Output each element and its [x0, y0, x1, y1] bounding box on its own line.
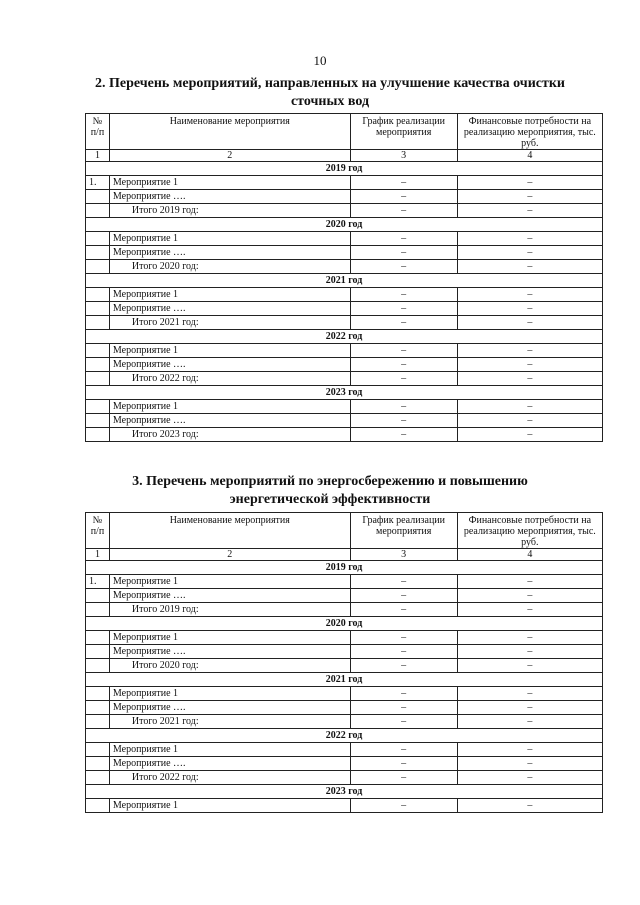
total-row	[86, 659, 603, 673]
row-number	[86, 757, 110, 771]
row-number	[86, 190, 110, 204]
table-row	[86, 232, 603, 246]
column-number: 2	[109, 549, 350, 561]
row-number	[86, 372, 110, 386]
financing-value: –	[457, 428, 602, 442]
section-3-title-line1: 3. Перечень мероприятий по энергосбережению и повышению	[132, 474, 528, 489]
schedule-value: –	[350, 659, 457, 673]
schedule-value: –	[350, 302, 457, 316]
total-label: Итого 2020 год:	[109, 260, 350, 274]
row-number	[86, 701, 110, 715]
table-row	[86, 757, 603, 771]
measure-name: Мероприятие 1	[109, 344, 350, 358]
total-label: Итого 2021 год:	[109, 715, 350, 729]
schedule-value: –	[350, 603, 457, 617]
table-row	[86, 246, 603, 260]
table-row	[86, 799, 603, 813]
row-number	[86, 288, 110, 302]
financing-value: –	[457, 176, 602, 190]
table-row	[86, 288, 603, 302]
measure-name: Мероприятие 1	[109, 288, 350, 302]
total-row	[86, 428, 603, 442]
total-label: Итого 2019 год:	[109, 603, 350, 617]
row-number	[86, 428, 110, 442]
schedule-value: –	[350, 428, 457, 442]
total-label: Итого 2020 год:	[109, 659, 350, 673]
measure-name: Мероприятие ….	[109, 358, 350, 372]
measure-name: Мероприятие 1	[109, 232, 350, 246]
schedule-value: –	[350, 645, 457, 659]
header-financing: Финансовые потребности на реализацию мероприятия, тыс. руб.	[457, 513, 602, 549]
row-number: 1.	[86, 575, 110, 589]
header-name: Наименование мероприятия	[109, 114, 350, 150]
section-2-table	[85, 113, 603, 442]
table-row	[86, 190, 603, 204]
year-label: 2022 год	[86, 330, 603, 344]
year-label: 2023 год	[86, 785, 603, 799]
total-row	[86, 715, 603, 729]
section-3-heading	[60, 473, 600, 509]
financing-value: –	[457, 701, 602, 715]
measure-name: Мероприятие ….	[109, 414, 350, 428]
year-row	[86, 330, 603, 344]
schedule-value: –	[350, 232, 457, 246]
total-row	[86, 372, 603, 386]
table-row	[86, 645, 603, 659]
section-2-title-line1: 2. Перечень мероприятий, направленных на улучшение качества очистки	[94, 76, 565, 91]
year-row	[86, 386, 603, 400]
measure-name: Мероприятие ….	[109, 246, 350, 260]
schedule-value: –	[350, 260, 457, 274]
year-label: 2021 год	[86, 274, 603, 288]
year-row	[86, 218, 603, 232]
row-number	[86, 414, 110, 428]
row-number	[86, 344, 110, 358]
row-number: 1.	[86, 176, 110, 190]
table-header-row	[86, 114, 603, 150]
financing-value: –	[457, 316, 602, 330]
header-schedule: График реализации мероприятия	[350, 513, 457, 549]
section-2-heading	[60, 75, 600, 111]
table-row	[86, 701, 603, 715]
total-label: Итого 2019 год:	[109, 204, 350, 218]
financing-value: –	[457, 232, 602, 246]
row-number	[86, 400, 110, 414]
financing-value: –	[457, 575, 602, 589]
column-number-row	[86, 150, 603, 162]
year-label: 2023 год	[86, 386, 603, 400]
financing-value: –	[457, 631, 602, 645]
year-label: 2019 год	[86, 561, 603, 575]
schedule-value: –	[350, 799, 457, 813]
measure-name: Мероприятие ….	[109, 302, 350, 316]
table-row	[86, 631, 603, 645]
total-row	[86, 204, 603, 218]
table-row	[86, 743, 603, 757]
total-label: Итого 2022 год:	[109, 771, 350, 785]
column-number: 1	[86, 150, 110, 162]
financing-value: –	[457, 687, 602, 701]
total-label: Итого 2023 год:	[109, 428, 350, 442]
row-number	[86, 260, 110, 274]
row-number	[86, 743, 110, 757]
financing-value: –	[457, 260, 602, 274]
table-row	[86, 344, 603, 358]
row-number	[86, 246, 110, 260]
year-label: 2019 год	[86, 162, 603, 176]
header-financing: Финансовые потребности на реализацию мероприятия, тыс. руб.	[457, 114, 602, 150]
year-row	[86, 785, 603, 799]
year-row	[86, 274, 603, 288]
schedule-value: –	[350, 190, 457, 204]
financing-value: –	[457, 372, 602, 386]
row-number	[86, 799, 110, 813]
header-number: № п/п	[86, 114, 110, 150]
schedule-value: –	[350, 316, 457, 330]
financing-value: –	[457, 190, 602, 204]
schedule-value: –	[350, 204, 457, 218]
column-number: 3	[350, 150, 457, 162]
financing-value: –	[457, 603, 602, 617]
schedule-value: –	[350, 771, 457, 785]
measure-name: Мероприятие 1	[109, 575, 350, 589]
schedule-value: –	[350, 414, 457, 428]
row-number	[86, 358, 110, 372]
measure-name: Мероприятие ….	[109, 645, 350, 659]
table-header-row	[86, 513, 603, 549]
measure-name: Мероприятие 1	[109, 743, 350, 757]
measure-name: Мероприятие ….	[109, 701, 350, 715]
table-row	[86, 414, 603, 428]
financing-value: –	[457, 645, 602, 659]
year-label: 2020 год	[86, 218, 603, 232]
financing-value: –	[457, 246, 602, 260]
table-row	[86, 302, 603, 316]
financing-value: –	[457, 414, 602, 428]
total-label: Итого 2021 год:	[109, 316, 350, 330]
column-number-row	[86, 549, 603, 561]
financing-value: –	[457, 715, 602, 729]
table-row	[86, 176, 603, 190]
schedule-value: –	[350, 631, 457, 645]
total-row	[86, 316, 603, 330]
financing-value: –	[457, 743, 602, 757]
schedule-value: –	[350, 757, 457, 771]
financing-value: –	[457, 358, 602, 372]
section-2-title-line2: сточных вод	[290, 94, 370, 109]
schedule-value: –	[350, 358, 457, 372]
row-number	[86, 316, 110, 330]
column-number: 4	[457, 549, 602, 561]
header-schedule: График реализации мероприятия	[350, 114, 457, 150]
measure-name: Мероприятие 1	[109, 799, 350, 813]
schedule-value: –	[350, 701, 457, 715]
schedule-value: –	[350, 589, 457, 603]
year-row	[86, 162, 603, 176]
schedule-value: –	[350, 400, 457, 414]
financing-value: –	[457, 302, 602, 316]
row-number	[86, 715, 110, 729]
header-name: Наименование мероприятия	[109, 513, 350, 549]
column-number: 3	[350, 549, 457, 561]
financing-value: –	[457, 659, 602, 673]
table-row	[86, 589, 603, 603]
year-row	[86, 617, 603, 631]
table-row	[86, 400, 603, 414]
schedule-value: –	[350, 372, 457, 386]
financing-value: –	[457, 799, 602, 813]
column-number: 2	[109, 150, 350, 162]
year-label: 2021 год	[86, 673, 603, 687]
total-row	[86, 260, 603, 274]
measure-name: Мероприятие 1	[109, 176, 350, 190]
total-row	[86, 603, 603, 617]
row-number	[86, 645, 110, 659]
schedule-value: –	[350, 176, 457, 190]
total-label: Итого 2022 год:	[109, 372, 350, 386]
schedule-value: –	[350, 575, 457, 589]
section-3-title-line2: энергетической эффективности	[229, 492, 431, 507]
year-row	[86, 673, 603, 687]
table-row	[86, 575, 603, 589]
financing-value: –	[457, 204, 602, 218]
year-label: 2020 год	[86, 617, 603, 631]
measure-name: Мероприятие ….	[109, 589, 350, 603]
measure-name: Мероприятие 1	[109, 631, 350, 645]
row-number	[86, 631, 110, 645]
table-row	[86, 358, 603, 372]
schedule-value: –	[350, 743, 457, 757]
header-number: № п/п	[86, 513, 110, 549]
measure-name: Мероприятие ….	[109, 190, 350, 204]
section-3-table	[85, 512, 603, 813]
row-number	[86, 302, 110, 316]
schedule-value: –	[350, 288, 457, 302]
measure-name: Мероприятие 1	[109, 687, 350, 701]
row-number	[86, 232, 110, 246]
year-row	[86, 561, 603, 575]
measure-name: Мероприятие 1	[109, 400, 350, 414]
financing-value: –	[457, 344, 602, 358]
financing-value: –	[457, 589, 602, 603]
table-row	[86, 687, 603, 701]
total-row	[86, 771, 603, 785]
row-number	[86, 603, 110, 617]
year-label: 2022 год	[86, 729, 603, 743]
schedule-value: –	[350, 715, 457, 729]
schedule-value: –	[350, 687, 457, 701]
row-number	[86, 687, 110, 701]
row-number	[86, 659, 110, 673]
row-number	[86, 589, 110, 603]
column-number: 4	[457, 150, 602, 162]
row-number	[86, 204, 110, 218]
schedule-value: –	[350, 246, 457, 260]
measure-name: Мероприятие ….	[109, 757, 350, 771]
financing-value: –	[457, 288, 602, 302]
column-number: 1	[86, 549, 110, 561]
financing-value: –	[457, 400, 602, 414]
row-number	[86, 771, 110, 785]
financing-value: –	[457, 757, 602, 771]
year-row	[86, 729, 603, 743]
schedule-value: –	[350, 344, 457, 358]
page-number: 10	[313, 53, 327, 68]
financing-value: –	[457, 771, 602, 785]
